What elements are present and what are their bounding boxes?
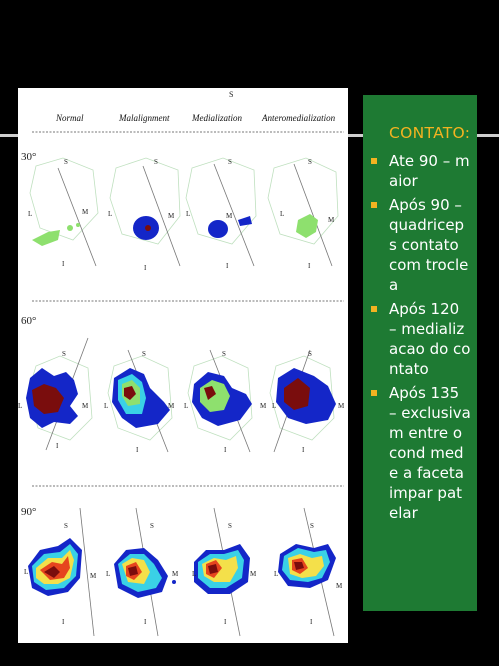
figure-top-label: S [229, 90, 234, 99]
svg-text:S: S [142, 350, 146, 358]
contact-map-90-medialization [192, 508, 257, 636]
svg-text:L: L [192, 570, 197, 578]
square-bullet-icon [371, 390, 377, 396]
list-item [369, 195, 471, 295]
contact-map-90-malalignment [106, 508, 179, 636]
svg-text:S: S [228, 158, 232, 166]
square-bullet-icon [371, 202, 377, 208]
svg-text:I: I [308, 262, 311, 270]
svg-text:S: S [222, 350, 226, 358]
column-header-normal: Normal [56, 113, 84, 123]
row-label-30: 30° [21, 151, 37, 163]
contact-map-60-medialization [184, 350, 267, 454]
svg-text:S: S [150, 522, 154, 530]
svg-text:M: M [338, 402, 345, 410]
row-label-60: 60° [21, 315, 37, 327]
svg-text:M: M [328, 216, 335, 224]
svg-text:S: S [64, 158, 68, 166]
svg-text:I: I [62, 260, 65, 268]
svg-text:I: I [144, 618, 147, 626]
svg-text:L: L [184, 402, 189, 410]
svg-text:I: I [136, 446, 139, 454]
svg-text:S: S [62, 350, 66, 358]
list-item [369, 151, 471, 191]
svg-text:L: L [28, 210, 33, 218]
svg-text:S: S [64, 522, 68, 530]
svg-text:M: M [250, 570, 257, 578]
list-item-text: Ate 90 – maior [389, 152, 470, 190]
row-label-90: 90° [21, 506, 37, 518]
svg-text:S: S [310, 522, 314, 530]
svg-text:I: I [56, 442, 59, 450]
svg-text:L: L [104, 402, 109, 410]
list-item-text: Após 120 – medializacao do contato [389, 300, 471, 378]
column-header-medialization: Medialization [192, 113, 242, 123]
contact-map-60-anteromedialization [270, 350, 345, 454]
svg-text:S: S [308, 158, 312, 166]
svg-text:M: M [226, 212, 233, 220]
patellar-contact-figure [18, 88, 348, 643]
contact-map-60-normal [18, 338, 92, 450]
svg-text:L: L [24, 568, 29, 576]
svg-text:L: L [18, 402, 23, 410]
svg-text:S: S [308, 350, 312, 358]
svg-text:I: I [226, 262, 229, 270]
list-item [369, 299, 471, 379]
svg-text:M: M [90, 572, 97, 580]
list-item-text: Após 135 – exclusivam entre o cond med e a faceta impar patelar [389, 384, 471, 522]
column-header-anteromedialization: Anteromedialization [262, 113, 336, 123]
svg-text:L: L [274, 570, 279, 578]
svg-text:I: I [224, 446, 227, 454]
svg-text:I: I [144, 264, 147, 272]
panel-title: CONTATO: [389, 124, 471, 142]
svg-text:S: S [154, 158, 158, 166]
svg-text:M: M [82, 402, 89, 410]
svg-text:I: I [302, 446, 305, 454]
svg-text:M: M [172, 570, 179, 578]
svg-text:L: L [106, 570, 111, 578]
contact-map-30-medialization [186, 158, 256, 270]
svg-text:S: S [228, 522, 232, 530]
column-header-malalignment: Malalignment [119, 113, 170, 123]
contact-list [369, 151, 471, 523]
square-bullet-icon [371, 158, 377, 164]
svg-text:M: M [260, 402, 267, 410]
contact-map-90-normal [24, 508, 97, 636]
contact-summary-panel [363, 95, 477, 611]
svg-text:M: M [168, 212, 175, 220]
svg-text:M: M [336, 582, 343, 590]
contact-map-30-malalignment [108, 158, 180, 272]
svg-text:I: I [310, 618, 313, 626]
square-bullet-icon [371, 306, 377, 312]
list-item-text: Após 90 – quadriceps contato com troclea [389, 196, 469, 294]
svg-text:M: M [82, 208, 89, 216]
contact-map-30-normal [28, 158, 98, 268]
contact-map-60-malalignment [104, 350, 175, 454]
svg-text:L: L [186, 210, 191, 218]
svg-text:L: L [280, 210, 285, 218]
svg-text:L: L [272, 402, 277, 410]
svg-text:M: M [168, 402, 175, 410]
svg-text:I: I [224, 618, 227, 626]
svg-text:I: I [62, 618, 65, 626]
list-item [369, 383, 471, 523]
contact-map-90-anteromedialization [274, 508, 343, 636]
svg-text:L: L [108, 210, 113, 218]
contact-map-30-anteromedialization [268, 158, 338, 270]
